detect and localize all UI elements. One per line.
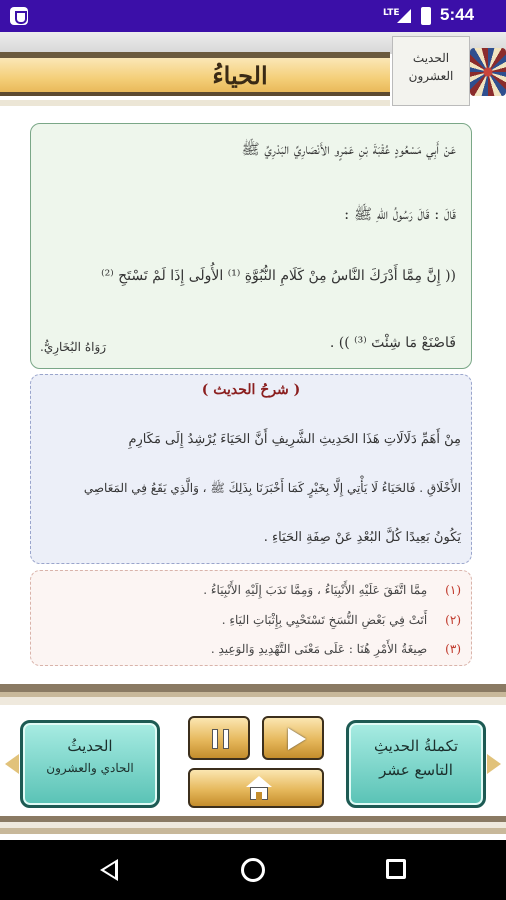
next-hadith-button[interactable] <box>20 720 160 808</box>
pause-icon <box>212 729 218 749</box>
footnote-text: مِمَّا اتَّفَقَ عَلَيْهِ الأَنْبِيَاءُ ، وَمِمَّا نَدَبَ إِلَيْهِ الأَنْبِيَاءُ . <box>203 583 428 597</box>
divider <box>0 828 506 834</box>
next-hadith-label-1: الحديثُ <box>67 737 113 755</box>
previous-hadith-label-1: تكملةُ الحديثِ <box>373 737 459 755</box>
home-icon <box>246 776 272 787</box>
footnote-text: صِيغَةُ الأَمْرِ هُنَا : عَلَى مَعْنَى التَّهْدِيدِ وَالوَعِيدِ . <box>210 642 428 656</box>
home-circle-icon[interactable] <box>241 858 265 882</box>
arrow-left-icon[interactable] <box>5 754 19 774</box>
hadith-number-badge <box>392 36 470 106</box>
hadith-line-1: عَنْ أَبِي مَسْعُودٍ عُقْبَةَ بْنِ عَمْرٍو الأَنْصَارِيِّ البَدْرِيِّ ﷺ <box>241 140 456 158</box>
battery-icon <box>421 7 431 25</box>
home-button[interactable] <box>188 768 324 808</box>
hadith-line-3: (( إِنَّ مِمَّا أَدْرَكَ النَّاسُ مِنْ كَلَامِ النُّبُوَّةِ ⁽¹⁾ الأُولَى إِذَا لَمْ تَسْتَحِ ⁽²⁾ <box>101 268 456 284</box>
explanation-line-2: الأَخْلَاقِ . فَالحَيَاءُ لَا يَأْتِي إِلَّا بِخَيْرٍ كَمَا أَخْبَرَنَا بِذَلِكَ ﷺ ، وَالَّذِي يَقَعُ فِي المَعَاصِي <box>83 481 461 495</box>
previous-hadith-button[interactable] <box>346 720 486 808</box>
explanation-line-3: يَكُونُ بَعِيدًا كُلَّ البُعْدِ عَنْ صِفَةِ الحَيَاءِ . <box>263 530 461 545</box>
title-bar <box>0 58 390 96</box>
play-button[interactable] <box>262 716 324 760</box>
signal-icon <box>397 9 411 23</box>
divider <box>0 697 506 705</box>
app-notification-icon <box>10 7 28 25</box>
islamic-ornament-icon <box>470 48 506 96</box>
pause-button[interactable] <box>188 716 250 760</box>
arrow-right-icon[interactable] <box>487 754 501 774</box>
hadith-line-2: قَالَ : قَالَ رَسُولُ اللهِ ﷺ : <box>344 205 456 223</box>
footnote <box>211 642 461 656</box>
footnote-number: (٣) <box>445 642 461 656</box>
footnote-number: (٢) <box>445 613 461 627</box>
hadith-line-4: فَاصْنَعْ مَا شِئْتَ ⁽³⁾ )) . <box>329 335 456 351</box>
play-icon <box>288 728 306 750</box>
home-icon-door <box>256 792 262 800</box>
footnote-number: (١) <box>445 583 461 597</box>
pause-icon <box>223 729 229 749</box>
footnote <box>222 613 461 627</box>
title-bar-underline <box>0 100 390 106</box>
back-icon[interactable] <box>100 859 118 881</box>
footnote-text: أَتَتْ فِي بَعْضِ النُّسَخِ تَسْتَحْيِي بِإِثْبَاتِ اليَاءِ . <box>221 613 428 627</box>
divider <box>0 684 506 692</box>
network-type-label: LTE <box>383 8 400 18</box>
page-title: الحياءُ <box>212 61 268 90</box>
hadith-narrator: رَوَاهُ البُخَارِيُّ. <box>40 340 107 354</box>
recent-apps-icon[interactable] <box>386 859 406 879</box>
clock: 5:44 <box>440 5 475 24</box>
previous-hadith-label-2: التاسع عشر <box>379 761 453 779</box>
status-bar <box>0 0 506 32</box>
badge-line-2: العشرون <box>408 69 454 83</box>
explanation-title: ( شرحُ الحديث ) <box>201 382 301 398</box>
system-navigation-bar <box>0 840 506 900</box>
footnote <box>203 583 461 597</box>
explanation-line-1: مِنْ أَهَمِّ دَلَالَاتِ هَذَا الحَدِيثِ الشَّرِيفِ أَنَّ الحَيَاءَ يُرْشِدُ إِلَى مَكَارِمِ <box>128 432 461 447</box>
badge-line-1: الحديث <box>412 51 450 65</box>
next-hadith-label-2: الحادي والعشرون <box>46 761 134 775</box>
